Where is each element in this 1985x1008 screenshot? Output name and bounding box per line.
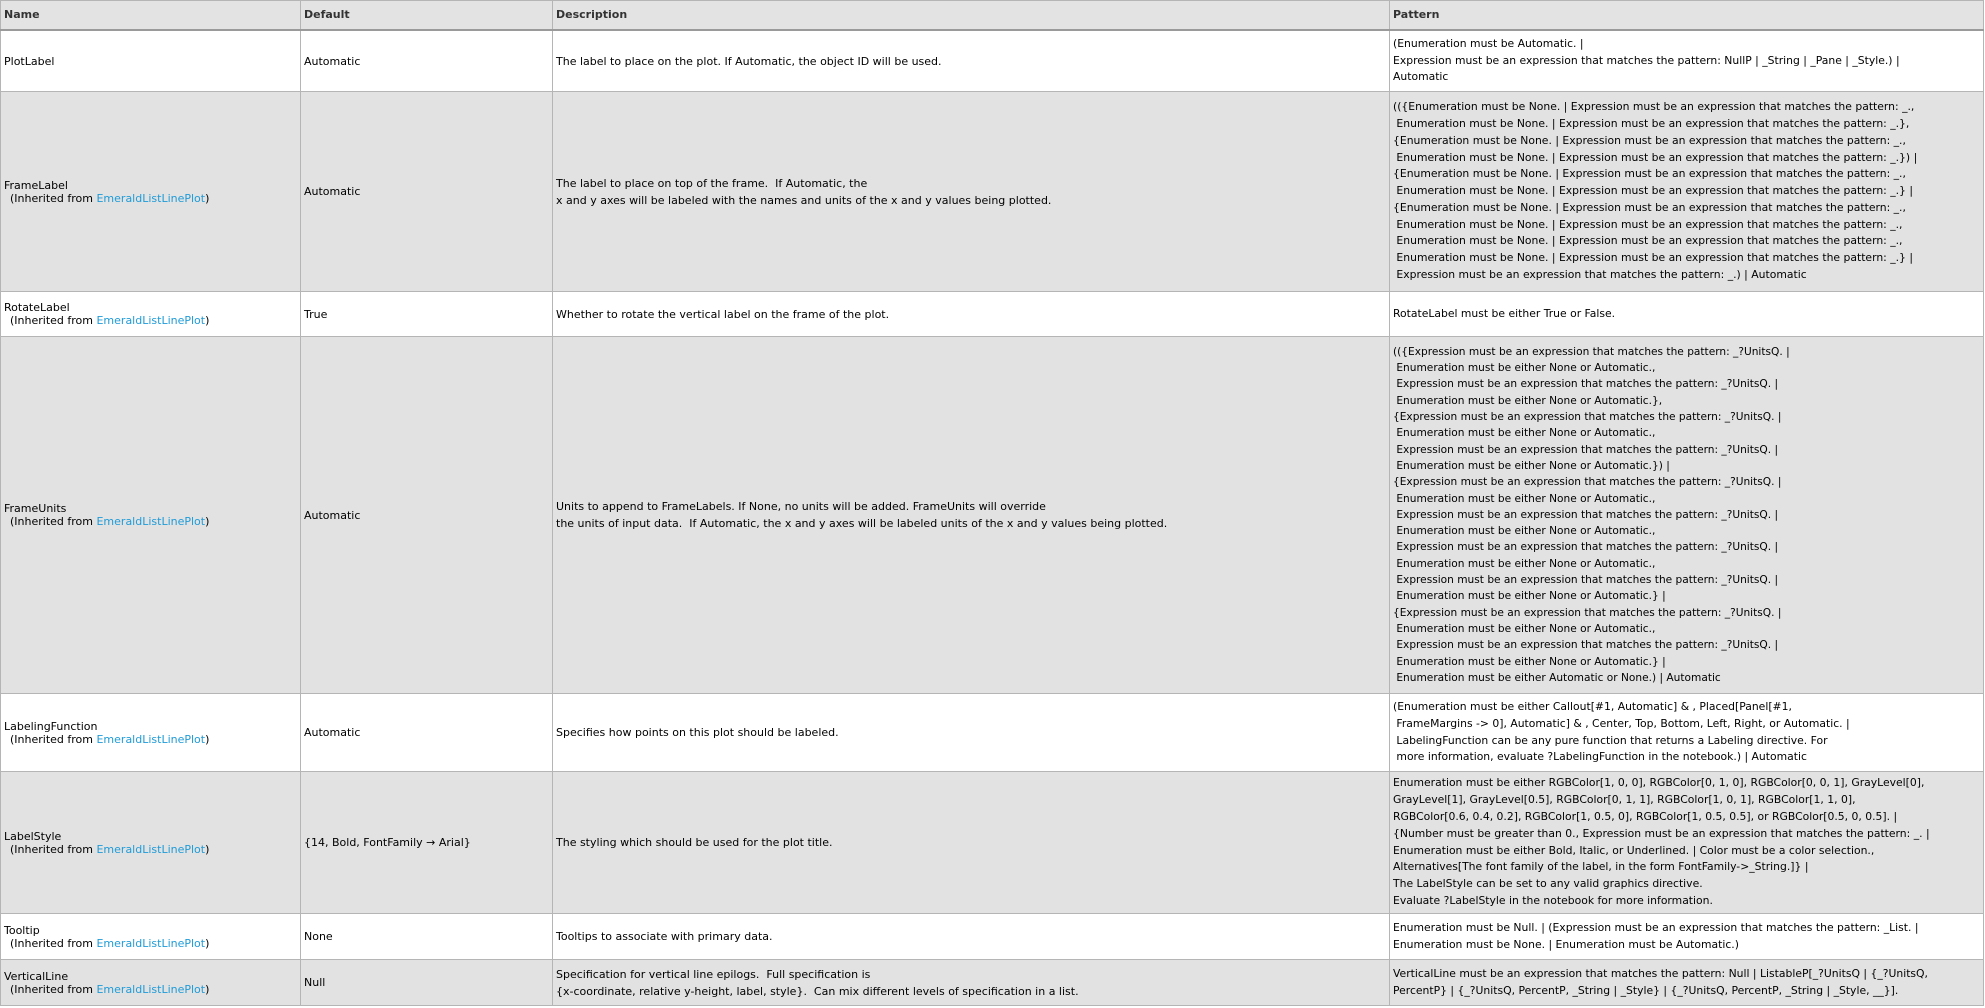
inherited-note (4, 843, 209, 856)
inherited-prefix: (Inherited from (10, 191, 97, 205)
option-name: VerticalLine (4, 969, 69, 983)
option-pattern: Enumeration must be either RGBColor[1, 0, 0], RGBColor[0, 1, 0], RGBColor[0, 0, 1], GrayLevel[0], GrayLevel[1], GrayLevel[0.5], RGBColor[0, 1, 1], RGBColor[1, 0, 1], RGBColor[1, 1, 0], RGBColor[0.6, 0.4, 0.2], RGBColor[1, 0.5, 0], RGBColor[1, 0.5, 0.5], or RGBColor[0.5, 0, 0.5]. | {Number must be greater than 0., Expression must be an expression that matches the pattern: _. | Enumeration must be either Bold, Italic, or Underlined. | Color must be a color selection., Alternatives[The font family of the label, in the form FontFamily->_String.]} | The LabelStyle can be set to any valid graphics directive. Evaluate ?LabelStyle in the notebook for more information. (1390, 772, 1984, 913)
table-header (0, 0, 1984, 31)
table-row (0, 292, 1984, 337)
option-name-cell (0, 772, 301, 913)
inherited-link[interactable]: EmeraldListLinePlot (96, 982, 206, 996)
inherited-note (4, 192, 209, 205)
inherited-suffix: ) (205, 515, 210, 528)
option-pattern: Enumeration must be Null. | (Expression must be an expression that matches the pattern: _List. | Enumeration must be None. | Enumeration must be Automatic.) (1390, 914, 1984, 959)
option-name-cell (0, 914, 301, 959)
inherited-suffix: ) (205, 191, 210, 205)
table-row (0, 31, 1984, 92)
option-pattern: (({Expression must be an expression that matches the pattern: _?UnitsQ. | Enumeration must be either None or Automatic., Expression must be an expression that matches the pattern: _?UnitsQ. | Enumeration must be either None or Automatic.}, {Expression must be an expression that matches the pattern: _?UnitsQ. | Enumeration must be either None or Automatic., Expression must be an expression that matches the pattern: _?UnitsQ. | Enumeration must be either None or Automatic.}) | {Expression must be an expression that matches the pattern: _?UnitsQ. | Enumeration must be either None or Automatic., Expression must be an expression that matches the pattern: _?UnitsQ. | Enumeration must be either None or Automatic., Expression must be an expression that matches the pattern: _?UnitsQ. | Enumeration must be either None or Automatic., Expression must be an expression that matches the pattern: _?UnitsQ. | Enumeration must be either None or Automatic.} | {Expression must be an expression that matches the pattern: _?UnitsQ. | Enumeration must be either None or Automatic., Expression must be an expression that matches the pattern: _?UnitsQ. | Enumeration must be either None or Automatic.} | Enumeration must be either Automatic or None.) | Automatic (1390, 337, 1984, 693)
header-name[interactable]: Name (0, 1, 301, 29)
option-pattern: (({Enumeration must be None. | Expression must be an expression that matches the pattern: _., Enumeration must be None. | Expression must be an expression that matches the pattern: _.}, {Enumeration must be None. | Expression must be an expression that matches the pattern: _., Enumeration must be None. | Expression must be an expression that matches the pattern: _.}) | {Enumeration must be None. | Expression must be an expression that matches the pattern: _., Enumeration must be None. | Expression must be an expression that matches the pattern: _.} | {Enumeration must be None. | Expression must be an expression that matches the pattern: _., Enumeration must be None. | Expression must be an expression that matches the pattern: _., Enumeration must be None. | Expression must be an expression that matches the pattern: _., Enumeration must be None. | Expression must be an expression that matches the pattern: _.} | Expression must be an expression that matches the pattern: _.) | Automatic (1390, 92, 1984, 291)
inherited-prefix: (Inherited from (10, 936, 97, 950)
inherited-suffix: ) (205, 314, 210, 327)
option-name-cell (0, 337, 301, 693)
option-description: Units to append to FrameLabels. If None, no units will be added. FrameUnits will override the units of input data. If Automatic, the x and y axes will be labeled units of the x and y values being plotted. (553, 337, 1390, 693)
table-row (0, 337, 1984, 694)
option-description: The styling which should be used for the plot title. (553, 772, 1390, 913)
option-description: Whether to rotate the vertical label on the frame of the plot. (553, 292, 1390, 336)
inherited-link[interactable]: EmeraldListLinePlot (96, 314, 206, 327)
option-pattern: VerticalLine must be an expression that matches the pattern: Null | ListableP[_?UnitsQ | {_?UnitsQ, PercentP} | {_?UnitsQ, PercentP, _String | _Style} | {_?UnitsQ, PercentP, _String | _Style, __}]. (1390, 960, 1984, 1005)
option-description: Specification for vertical line epilogs. Full specification is {x-coordinate, relative y-height, label, style}. Can mix different levels of specification in a list. (553, 960, 1390, 1005)
inherited-note (4, 983, 209, 996)
inherited-prefix: (Inherited from (10, 842, 97, 856)
inherited-prefix: (Inherited from (10, 732, 97, 746)
option-name-cell (0, 960, 301, 1005)
table-row (0, 960, 1984, 1006)
inherited-suffix: ) (205, 982, 210, 996)
option-default: True (301, 292, 553, 336)
option-name: PlotLabel (4, 54, 55, 68)
option-name: FrameUnits (4, 502, 67, 515)
inherited-suffix: ) (205, 842, 210, 856)
inherited-link[interactable]: EmeraldListLinePlot (96, 515, 206, 528)
option-name: LabelStyle (4, 829, 62, 843)
inherited-link[interactable]: EmeraldListLinePlot (96, 936, 206, 950)
option-name: Tooltip (4, 923, 40, 937)
header-pattern[interactable]: Pattern (1390, 1, 1984, 29)
inherited-link[interactable]: EmeraldListLinePlot (96, 842, 206, 856)
inherited-note (4, 515, 209, 528)
option-name: FrameLabel (4, 178, 68, 192)
option-name: LabelingFunction (4, 719, 98, 733)
option-default: Automatic (301, 92, 553, 291)
option-description: The label to place on the plot. If Automatic, the object ID will be used. (553, 31, 1390, 91)
option-default: None (301, 914, 553, 959)
option-default: Automatic (301, 337, 553, 693)
option-description: Specifies how points on this plot should be labeled. (553, 694, 1390, 771)
option-description: The label to place on top of the frame. If Automatic, the x and y axes will be labeled with the names and units of the x and y values being plotted. (553, 92, 1390, 291)
table-row (0, 92, 1984, 292)
inherited-suffix: ) (205, 936, 210, 950)
table-row (0, 772, 1984, 914)
option-pattern: (Enumeration must be either Callout[#1, Automatic] & , Placed[Panel[#1, FrameMargins -> 0], Automatic] & , Center, Top, Bottom, Left, Right, or Automatic. | LabelingFunction can be any pure function that returns a Labeling directive. For more information, evaluate ?LabelingFunction in the notebook.) | Automatic (1390, 694, 1984, 771)
inherited-prefix: (Inherited from (10, 314, 97, 327)
option-name-cell (0, 31, 301, 91)
inherited-link[interactable]: EmeraldListLinePlot (96, 191, 206, 205)
option-description: Tooltips to associate with primary data. (553, 914, 1390, 959)
option-default: Automatic (301, 31, 553, 91)
inherited-note (4, 937, 209, 950)
option-default: Automatic (301, 694, 553, 771)
table-row (0, 914, 1984, 960)
option-name-cell (0, 92, 301, 291)
inherited-prefix: (Inherited from (10, 982, 97, 996)
inherited-note (4, 314, 209, 327)
inherited-note (4, 733, 209, 746)
option-default: Null (301, 960, 553, 1005)
header-default[interactable]: Default (301, 1, 553, 29)
option-pattern: (Enumeration must be Automatic. | Expression must be an expression that matches the pattern: NullP | _String | _Pane | _Style.) | Automatic (1390, 31, 1984, 91)
option-name-cell (0, 292, 301, 336)
header-description[interactable]: Description (553, 1, 1390, 29)
inherited-link[interactable]: EmeraldListLinePlot (96, 732, 206, 746)
option-default: {14, Bold, FontFamily → Arial} (301, 772, 553, 913)
inherited-suffix: ) (205, 732, 210, 746)
inherited-prefix: (Inherited from (10, 515, 97, 528)
option-name: RotateLabel (4, 301, 70, 314)
option-pattern: RotateLabel must be either True or False. (1390, 292, 1984, 336)
table-row (0, 694, 1984, 772)
option-name-cell (0, 694, 301, 771)
